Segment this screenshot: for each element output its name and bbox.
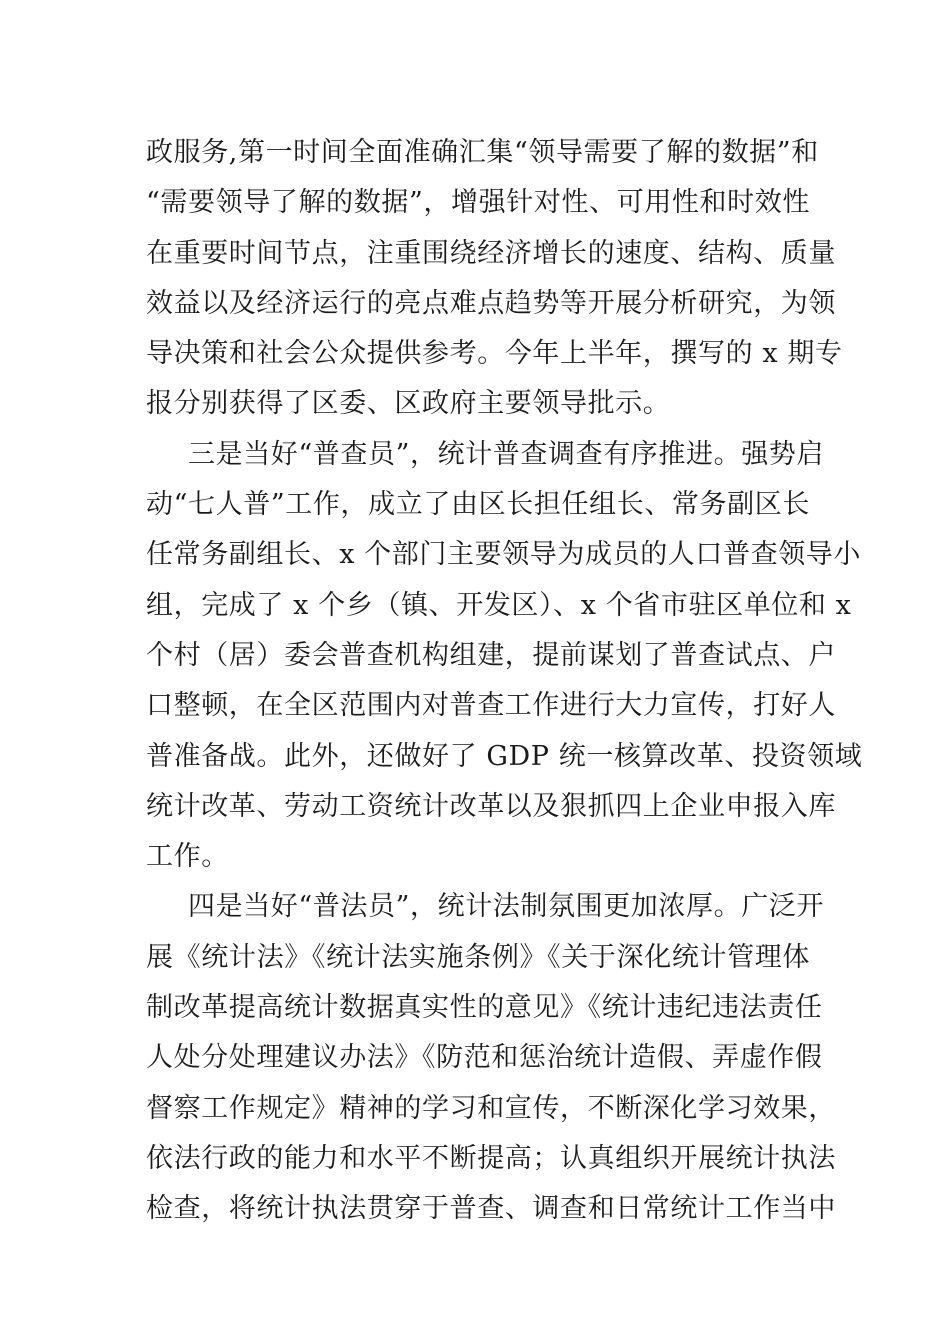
- paragraph-line: 四是当好“普法员”，统计法制氛围更加浓厚。广泛开: [188, 891, 825, 923]
- paragraph-line: 报分别获得了区委、区政府主要领导批示。: [146, 388, 671, 420]
- paragraph-line: 在重要时间节点，注重围绕经济增长的速度、结构、质量: [146, 237, 836, 269]
- paragraph-line: 效益以及经济运行的亮点难点趋势等开展分析研究，为领: [146, 287, 836, 319]
- paragraph-line: 政服务,第一时间全面准确汇集“领导需要了解的数据”和: [146, 137, 819, 168]
- paragraph-line: 展《统计法》《统计法实施条例》《关于深化统计管理体: [146, 941, 810, 973]
- document-body: [146, 128, 863, 1235]
- paragraph-line: 导决策和社会公众提供参考。今年上半年，撰写的 x 期专: [146, 338, 843, 370]
- paragraph-line: 动“七人普”工作，成立了由区长担任组长、常务副区长: [146, 489, 810, 521]
- paragraph-line: 普准备战。此外，还做好了 GDP 统一核算改革、投资领域: [146, 740, 863, 772]
- paragraph-line: 任常务副组长、x 个部门主要领导为成员的人口普查领导小: [146, 539, 862, 571]
- paragraph-line: 个村（居）委会普查机构组建，提前谋划了普查试点、户: [146, 639, 836, 671]
- paragraph-line: 检查，将统计执法贯穿于普查、调查和日常统计工作当中: [146, 1193, 836, 1225]
- paragraph-line: 人处分处理建议办法》《防范和惩治统计造假、弄虚作假: [146, 1042, 823, 1074]
- paragraph-line: 督察工作规定》精神的学习和宣传，不断深化学习效果，: [146, 1092, 836, 1124]
- paragraph-line: 三是当好“普查员”，统计普查调查有序推进。强势启: [188, 438, 825, 470]
- paragraph-line: 依法行政的能力和水平不断提高；认真组织开展统计执法: [146, 1142, 836, 1174]
- paragraph-line: 组，完成了 x 个乡（镇、开发区）、x 个省市驻区单位和 x: [146, 589, 852, 621]
- paragraph-line: 制改革提高统计数据真实性的意见》《统计违纪违法责任: [146, 992, 823, 1024]
- paragraph-line: “需要领导了解的数据”，增强针对性、可用性和时效性: [146, 187, 810, 219]
- paragraph-line: 口整顿，在全区范围内对普查工作进行大力宣传，打好人: [146, 690, 836, 722]
- paragraph-line: 工作。: [146, 841, 229, 873]
- paragraph-line: 统计改革、劳动工资统计改革以及狠抓四上企业申报入库: [146, 790, 836, 822]
